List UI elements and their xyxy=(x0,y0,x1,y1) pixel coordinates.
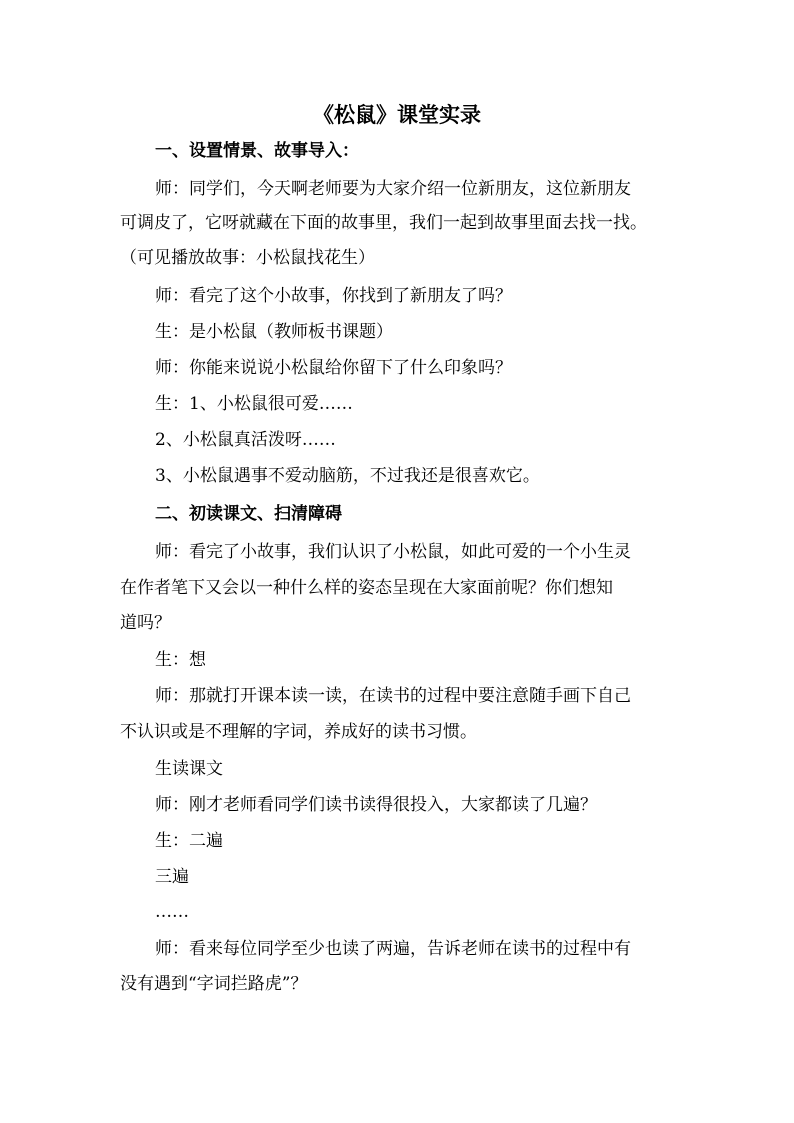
paragraph-line: 生：二遍 xyxy=(155,831,223,851)
paragraph-line: 生：想 xyxy=(155,650,206,670)
paragraph-line: 在作者笔下又会以一种什么样的姿态呈现在大家面前呢？你们想知 xyxy=(120,578,613,598)
paragraph-line: 生：是小松鼠（教师板书课题） xyxy=(155,322,393,342)
paragraph-line: 生：1、小松鼠很可爱…… xyxy=(155,394,353,414)
section-heading-2: 二、初读课文、扫清障碍 xyxy=(155,504,342,524)
paragraph-line: 3、小松鼠遇事不爱动脑筋，不过我还是很喜欢它。 xyxy=(155,466,540,486)
paragraph-line: 师：看完了小故事，我们认识了小松鼠，如此可爱的一个小生灵 xyxy=(155,542,631,562)
paragraph-line: 2、小松鼠真活泼呀…… xyxy=(155,430,336,450)
paragraph-line: （可见播放故事：小松鼠找花生） xyxy=(120,248,375,268)
paragraph-line: 师：刚才老师看同学们读书读得很投入，大家都读了几遍？ xyxy=(155,795,597,815)
paragraph-line: 可调皮了，它呀就藏在下面的故事里，我们一起到故事里面去找一找。 xyxy=(120,213,647,233)
paragraph-line: 生读课文 xyxy=(155,759,223,779)
paragraph-line: 师：你能来说说小松鼠给你留下了什么印象吗？ xyxy=(155,358,512,378)
paragraph-line: 师：看来每位同学至少也读了两遍，告诉老师在读书的过程中有 xyxy=(155,939,631,959)
paragraph-line: 师：看完了这个小故事，你找到了新朋友了吗？ xyxy=(155,286,512,306)
paragraph-line: 三遍 xyxy=(155,867,189,887)
paragraph-line: 不认识或是不理解的字词，养成好的读书习惯。 xyxy=(120,722,477,742)
paragraph-line: 师：同学们，今天啊老师要为大家介绍一位新朋友，这位新朋友 xyxy=(155,179,631,199)
paragraph-line: …… xyxy=(155,902,189,922)
document-title: 《松鼠》课堂实录 xyxy=(313,102,481,127)
paragraph-line: 道吗？ xyxy=(120,613,171,633)
paragraph-line: 没有遇到“字词拦路虎”？ xyxy=(120,974,308,994)
section-heading-1: 一、设置情景、故事导入： xyxy=(155,141,359,161)
paragraph-line: 师：那就打开课本读一读，在读书的过程中要注意随手画下自己 xyxy=(155,686,631,706)
